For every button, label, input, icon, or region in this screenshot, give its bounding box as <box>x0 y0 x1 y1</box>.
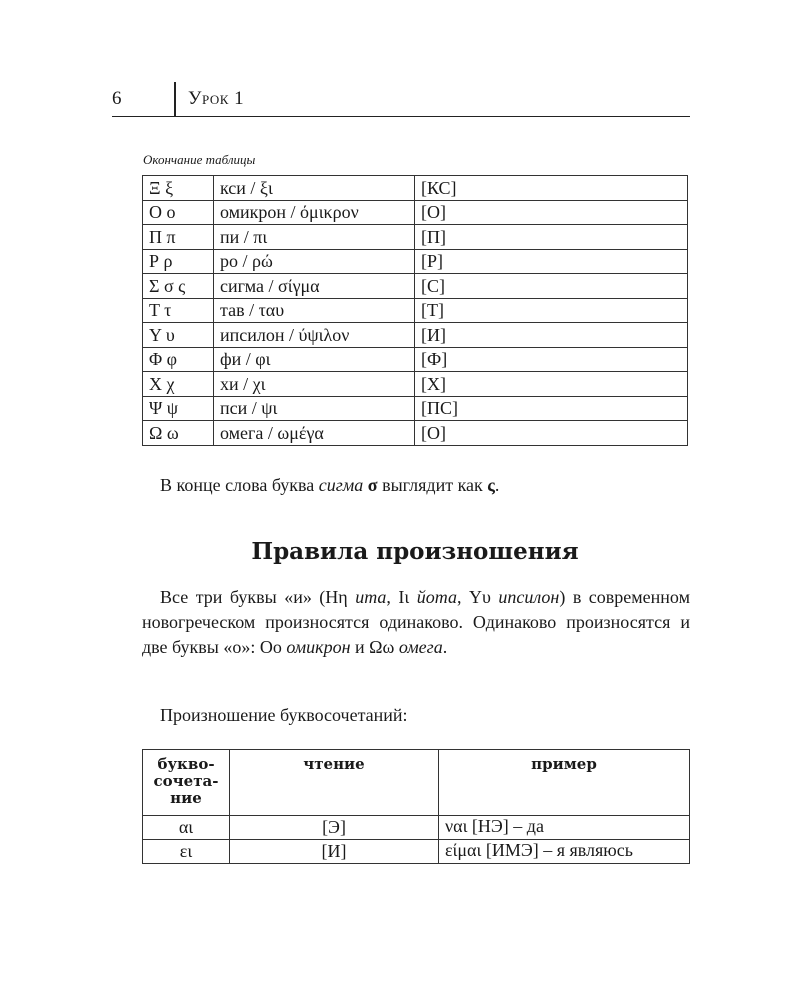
example-cell: είμαι [ИМЭ] – я являюсь <box>439 840 690 864</box>
combo-cell: ει <box>143 840 230 864</box>
letter-cell: Υ υ <box>143 323 214 348</box>
sound-cell: [Р] <box>415 249 688 274</box>
alphabet-row <box>143 347 688 372</box>
table-caption: Окончание таблицы <box>143 152 256 167</box>
sound-cell: [КС] <box>415 176 688 201</box>
name-cell: кси / ξι <box>214 176 415 201</box>
letter-cell: Ξ ξ <box>143 176 214 201</box>
letter-cell: Φ φ <box>143 347 214 372</box>
name-cell: омикрон / όμικρον <box>214 200 415 225</box>
letter-cell: Π π <box>143 225 214 250</box>
running-head: Урок 1 <box>188 88 245 109</box>
letter-cell: Ψ ψ <box>143 396 214 421</box>
alphabet-row <box>143 274 688 299</box>
section-title: Правила произношения <box>251 538 579 565</box>
combo-row <box>143 840 690 864</box>
combo-header: букво- сочета- ние <box>143 750 230 816</box>
alphabet-row <box>143 372 688 397</box>
name-cell: сигма / σίγμα <box>214 274 415 299</box>
combo-cell: αι <box>143 816 230 840</box>
letter-cell: Σ σ ς <box>143 274 214 299</box>
page-number: 6 <box>112 88 122 109</box>
name-cell: омега / ωμέγα <box>214 421 415 446</box>
name-cell: ипсилон / ύψιλον <box>214 323 415 348</box>
letter-cell: Τ τ <box>143 298 214 323</box>
name-cell: ро / ρώ <box>214 249 415 274</box>
example-header: пример <box>439 750 690 816</box>
header-divider <box>174 82 176 116</box>
page-header <box>112 82 690 117</box>
combo-row <box>143 816 690 840</box>
name-cell: пси / ψι <box>214 396 415 421</box>
sound-cell: [Ф] <box>415 347 688 372</box>
name-cell: пи / πι <box>214 225 415 250</box>
alphabet-row <box>143 323 688 348</box>
alphabet-table <box>142 175 688 446</box>
letter-cell: Ω ω <box>143 421 214 446</box>
combos-intro: Произношение буквосочетаний: <box>160 705 408 725</box>
sigma-note: В конце слова буква сигма σ выглядит как ς. <box>160 475 500 495</box>
example-cell: ναι [НЭ] – да <box>439 816 690 840</box>
alphabet-row <box>143 200 688 225</box>
alphabet-row <box>143 298 688 323</box>
reading-header: чтение <box>230 750 439 816</box>
combos-table <box>142 749 690 864</box>
sound-cell: [Х] <box>415 372 688 397</box>
sound-cell: [О] <box>415 200 688 225</box>
letter-cell: Ο ο <box>143 200 214 225</box>
sound-cell: [ПС] <box>415 396 688 421</box>
sound-cell: [С] <box>415 274 688 299</box>
reading-cell: [Э] <box>230 816 439 840</box>
sound-cell: [Т] <box>415 298 688 323</box>
alphabet-row <box>143 225 688 250</box>
alphabet-row <box>143 249 688 274</box>
name-cell: тав / ταυ <box>214 298 415 323</box>
sound-cell: [О] <box>415 421 688 446</box>
name-cell: фи / φι <box>214 347 415 372</box>
letter-cell: Χ χ <box>143 372 214 397</box>
alphabet-row <box>143 421 688 446</box>
reading-cell: [И] <box>230 840 439 864</box>
alphabet-row <box>143 396 688 421</box>
sound-cell: [И] <box>415 323 688 348</box>
letter-cell: Ρ ρ <box>143 249 214 274</box>
pronunciation-paragraph: Все три буквы «и» (Ηη ита, Ιι йота, Υυ ипсилон) в современном новогреческом произносятся одинаково. Одинаково произносятся и две буквы «о»: Οο омикрон и Ωω омега. <box>142 587 690 657</box>
name-cell: хи / χι <box>214 372 415 397</box>
alphabet-row <box>143 176 688 201</box>
sound-cell: [П] <box>415 225 688 250</box>
